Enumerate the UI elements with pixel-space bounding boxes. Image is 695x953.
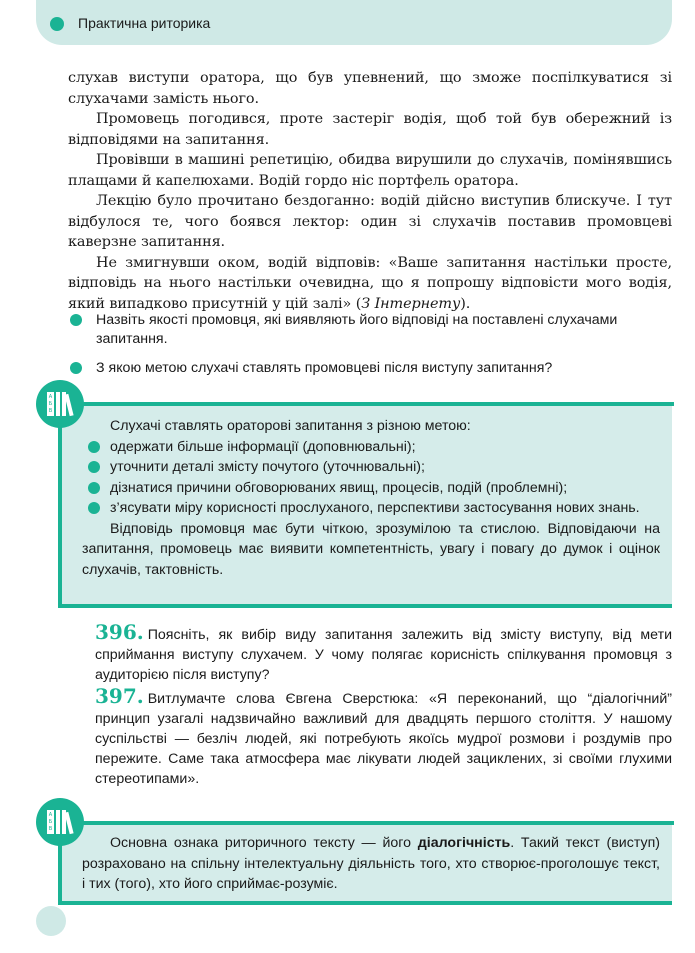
rule-item-text: уточнити деталі змісту почутого (уточнювальні); bbox=[110, 459, 425, 475]
rule-item-text: з’ясувати міру корисності прослуханого, перспективи застосування нових знань. bbox=[110, 500, 640, 516]
rule-item-text: одержати більше інформації (доповнювальні); bbox=[110, 438, 416, 455]
question-text: Назвіть якості промовця, які виявляють його відповіді на поставлені слухачами запитання. bbox=[96, 312, 618, 347]
exercise-text: Витлумачте слова Євгена Сверстюка: «Я переконаний, що “діалогічний” принцип узагалі надзвичайно важливий для двадцять першого століття. У нашому суспільстві — безліч людей, які потребують якоїсь мудрої розмови і роздумів про пережите. Саме така атмосфера має лікувати людей зациклених, зі своїми глухими стереотипами». bbox=[95, 691, 672, 787]
svg-text:В: В bbox=[48, 826, 53, 832]
rule-list-item bbox=[82, 478, 660, 499]
question-item bbox=[68, 311, 672, 349]
story-end: ). bbox=[460, 295, 471, 312]
story-paragraph bbox=[68, 253, 672, 315]
rule-text-part: Основна ознака риторичного тексту — його bbox=[110, 835, 418, 851]
header-bullet-icon bbox=[50, 17, 64, 31]
bullet-icon bbox=[88, 441, 100, 453]
books-icon-graphic bbox=[36, 380, 84, 428]
books-icon bbox=[36, 380, 84, 428]
story-paragraph: Промовець погодився, проте застеріг водія, щоб той був обережний із відповідями на запитання. bbox=[68, 111, 672, 148]
footer-marker bbox=[36, 906, 66, 936]
rule-box-top-bar bbox=[82, 402, 674, 406]
rule-box bbox=[58, 821, 672, 905]
rule-list-item bbox=[82, 437, 660, 458]
books-icon bbox=[36, 798, 84, 846]
question-list bbox=[68, 311, 672, 388]
rule-box bbox=[58, 402, 672, 608]
rule-key-term: діалогічність bbox=[417, 835, 511, 851]
bullet-icon bbox=[88, 502, 100, 514]
exercise-text: Поясніть, як вибір виду запитання залежить від змісту виступу, від мети сприймання виступу слухачем. У чому полягає корисність спілкування промовця з аудиторією після виступу? bbox=[95, 627, 672, 683]
rule-intro: Слухачі ставлять ораторові запитання з різною метою: bbox=[110, 418, 471, 434]
books-icon-graphic bbox=[36, 798, 84, 846]
rule-list-item bbox=[82, 498, 660, 519]
question-item bbox=[68, 359, 672, 378]
exercise-number: 396. bbox=[95, 620, 144, 644]
story-text-part: Не змигнувши оком, водій відповів: «Ваше запитання настільки просте, відповідь на нього настільки очевидна, що я попрошу відповісти мого водія, який випадково присутній у цій залі» ( bbox=[68, 254, 672, 312]
question-text: З якою метою слухачі ставлять промовцеві після виступу запитання? bbox=[96, 360, 553, 376]
bullet-icon bbox=[88, 482, 100, 494]
story-text bbox=[68, 68, 672, 314]
story-paragraph: Лекцію було прочитано бездоганно: водій дійсно виступив блискуче. І тут відбулося те, чого боявся лектор: один зі слухачів поставив промовцеві каверзне запитання. bbox=[68, 193, 672, 250]
bullet-icon bbox=[70, 362, 82, 374]
exercise-number: 397. bbox=[95, 684, 144, 708]
svg-text:Б: Б bbox=[48, 401, 53, 407]
rule-box-top-bar bbox=[82, 821, 674, 825]
svg-text:А: А bbox=[48, 394, 53, 400]
section-title: Практична риторика bbox=[78, 15, 211, 31]
svg-text:В: В bbox=[48, 408, 53, 414]
bullet-icon bbox=[70, 314, 82, 326]
rule-text bbox=[82, 833, 660, 895]
svg-text:Б: Б bbox=[48, 819, 53, 825]
rule-definition bbox=[82, 833, 660, 895]
rule-conclusion: Відповідь промовця має бути чіткою, зрозумілою та стислою. Відповідаючи на запитання, промовець має виявити компетентність, увагу і повагу до думок і оцінок слухачів, тактовність. bbox=[82, 520, 660, 578]
story-source: З Інтернету bbox=[361, 295, 461, 312]
bullet-icon bbox=[88, 461, 100, 473]
exercise-397 bbox=[95, 686, 672, 789]
svg-text:А: А bbox=[48, 812, 53, 818]
rule-text-part: . Такий текст (виступ) розраховано на спільну інтелектуальну діяльність того, хто створює-проголошує текст, і тих (того), хто його сприймає-розуміє. bbox=[82, 835, 660, 892]
story-paragraph: слухав виступи оратора, що був упевнений, що зможе поспілкуватися зі слухачами замість нього. bbox=[68, 70, 672, 107]
rule-list-item bbox=[82, 457, 660, 478]
page-header bbox=[36, 0, 672, 45]
exercise-396 bbox=[95, 622, 672, 685]
rule-text bbox=[82, 416, 660, 580]
story-paragraph: Провівши в машині репетицію, обидва вирушили до слухачів, помінявшись плащами й капелюхами. Водій гордо ніс портфель оратора. bbox=[68, 152, 672, 189]
rule-item-text: дізнатися причини обговорюваних явищ, процесів, подій (проблемні); bbox=[110, 479, 568, 496]
